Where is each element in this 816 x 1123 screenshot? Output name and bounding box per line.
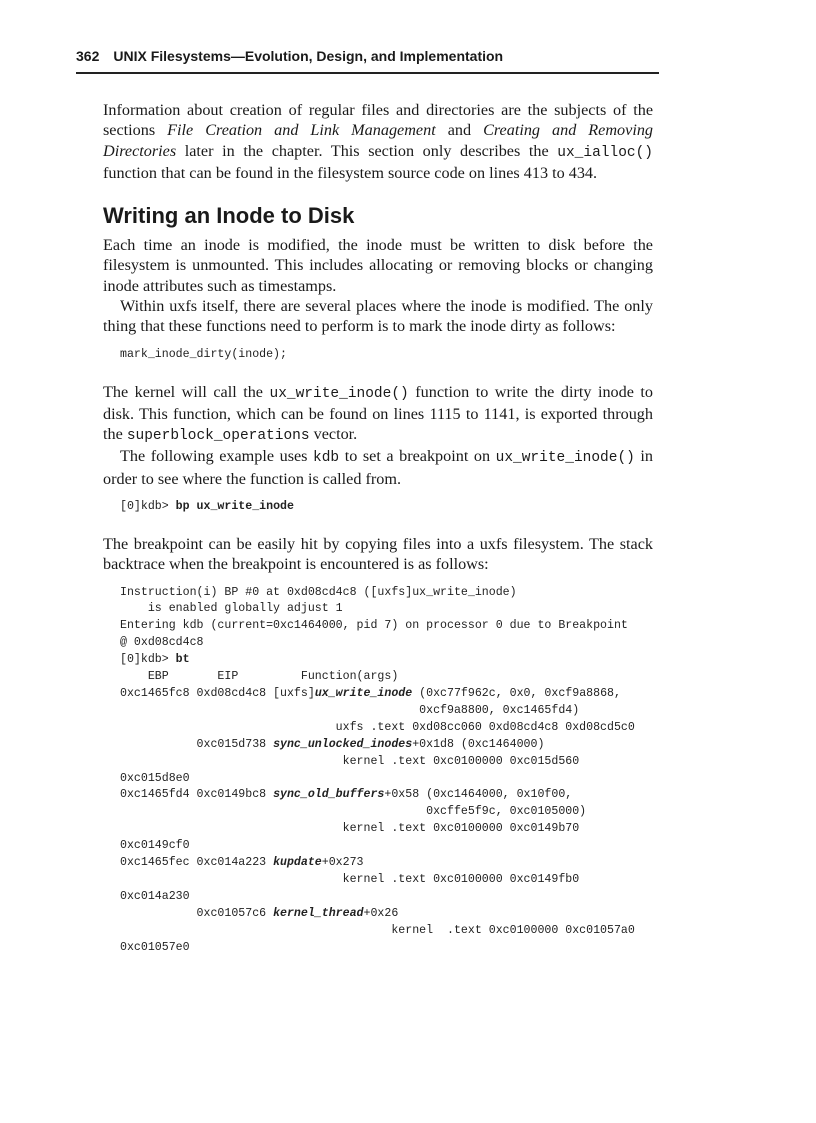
trace-line: +0x273 <box>321 856 364 870</box>
intro-text-3: later in the chapter. This section only describes the <box>176 141 558 160</box>
code-kdb: kdb <box>313 450 340 467</box>
para4-text-3: in order to see where the function is called from. <box>103 447 654 488</box>
trace-line: @ 0xd08cd4c8 <box>120 636 204 650</box>
trace-line: is enabled globally adjust 1 <box>120 602 343 616</box>
para4-text-1: The following example uses <box>120 447 314 466</box>
trace-line: 0xc01057e0 <box>120 940 190 954</box>
trace-line: kernel .text 0xc0100000 0xc015d560 <box>120 754 580 768</box>
trace-line: 0xc1465fc8 0xd08cd4c8 [uxfs] <box>120 687 315 700</box>
trace-line: 0xc014a230 <box>120 889 190 903</box>
trace-line: 0xc015d738 <box>120 737 274 751</box>
intro-paragraph <box>103 100 653 183</box>
trace-line: Entering kdb (current=0xc1464000, pid 7) on processor 0 due to Breakpoint <box>120 619 628 633</box>
trace-function-name: kupdate <box>273 856 322 870</box>
code-mark-inode-dirty: mark_inode_dirty(inode); <box>120 347 287 361</box>
code-kdb-breakpoint <box>120 499 653 516</box>
trace-command: bt <box>175 653 190 667</box>
page-number: 362 <box>76 48 100 64</box>
intro-text-4: function that can be found in the filesystem source code on lines 413 to 434. <box>103 163 598 182</box>
trace-line: uxfs .text 0xd08cc060 0xd08cd4c8 0xd08cd5c0 <box>120 720 635 734</box>
kdb-command: bp ux_write_inode <box>175 500 294 514</box>
trace-function-name: ux_write_inode <box>314 687 413 700</box>
trace-line: 0xc1465fec 0xc014a223 <box>120 856 274 870</box>
code-ux-write-inode-2: ux_write_inode() <box>495 450 635 467</box>
page-body <box>103 100 653 957</box>
paragraph-uxfs-places: Within uxfs itself, there are several places where the inode is modified. The only thing that these functions need to perform is to mark the inode dirty as follows: <box>103 297 653 336</box>
trace-line: kernel .text 0xc0100000 0xc01057a0 <box>120 923 635 937</box>
trace-line: Instruction(i) BP #0 at 0xd08cd4c8 ([uxfs]ux_write_inode) <box>120 585 517 599</box>
trace-line: 0xc015d8e0 <box>120 771 190 785</box>
trace-line: +0x58 (0xc1464000, 0x10f00, <box>384 788 573 802</box>
trace-function-name: sync_old_buffers <box>273 788 385 802</box>
trace-function-name: sync_unlocked_inodes <box>273 737 413 751</box>
running-header <box>76 46 659 74</box>
trace-header-line: EBP EIP Function(args) <box>120 670 399 684</box>
paragraph-breakpoint-hit: The breakpoint can be easily hit by copying files into a uxfs filesystem. The stack backtrace when the breakpoint is encountered is as follows: <box>103 534 653 574</box>
intro-text-1: Information about creation of regular files and directories are the subjects of the sections <box>103 101 653 140</box>
trace-line: (0xc77f962c, 0x0, 0xcf9a8868, <box>412 687 621 700</box>
para4-text-2: to set a breakpoint on <box>339 447 496 466</box>
code-superblock-operations: superblock_operations <box>126 428 310 445</box>
trace-line: 0xc1465fd4 0xc0149bc8 <box>120 788 274 802</box>
trace-line: +0x26 <box>363 906 399 920</box>
trace-line: kernel .text 0xc0100000 0xc0149fb0 <box>120 872 580 886</box>
kdb-prompt: [0]kdb> <box>120 500 176 514</box>
code-stack-backtrace <box>120 585 653 957</box>
trace-line: +0x1d8 (0xc1464000) <box>412 737 545 751</box>
paragraph-kernel-call <box>103 382 653 447</box>
code-ux-write-inode: ux_write_inode() <box>269 385 409 402</box>
para3-text-2: function to write the dirty inode to disk. This function, which can be found on lines 1115 to 1141, is exported through the <box>103 382 654 444</box>
paragraph-kdb-example <box>103 446 653 489</box>
code-ux-ialloc: ux_ialloc() <box>557 144 653 161</box>
trace-line: 0xc01057c6 <box>120 906 274 920</box>
trace-line: kernel .text 0xc0100000 0xc0149b70 <box>120 822 580 836</box>
trace-line: 0xcf9a8800, 0xc1465fd4) <box>120 703 580 717</box>
intro-text-2: and <box>435 121 484 140</box>
paragraph-inode-modified: Each time an inode is modified, the inode must be written to disk before the filesystem is unmounted. This includes allocating or removing blocks or changing inode attributes such as timestamps. <box>103 236 653 295</box>
section-ref-directories: Creating and Removing Directories <box>103 121 654 160</box>
trace-function-name: kernel_thread <box>273 906 364 920</box>
book-title: UNIX Filesystems—Evolution, Design, and Implementation <box>113 48 504 64</box>
trace-line: 0xc0149cf0 <box>120 839 190 853</box>
section-heading: Writing an Inode to Disk <box>103 203 355 229</box>
trace-line: 0xcffe5f9c, 0xc0105000) <box>120 805 587 819</box>
section-ref-file-creation: File Creation and Link Management <box>167 121 436 140</box>
trace-prompt: [0]kdb> <box>120 653 176 667</box>
para3-text-1: The kernel will call the <box>103 382 270 401</box>
para3-text-3: vector. <box>309 425 358 444</box>
